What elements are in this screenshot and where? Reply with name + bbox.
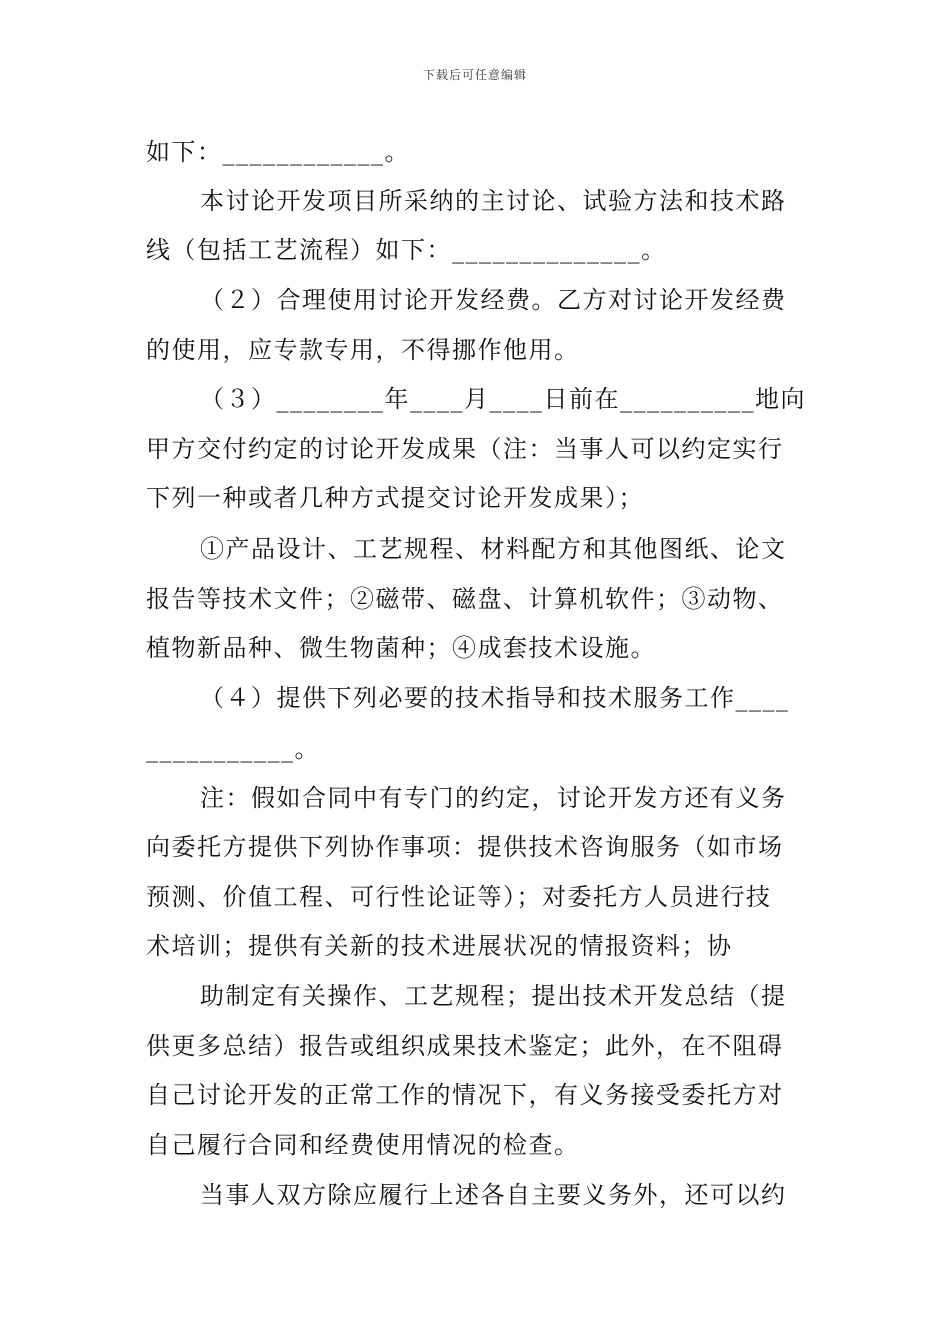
body-line-4: （２）合理使用讨论开发经费。乙方对讨论开发经费 <box>200 286 787 314</box>
body-line-19: 供更多总结）报告或组织成果技术鉴定；此外，在不阻碍 <box>146 1032 784 1060</box>
body-line-8: 下列一种或者几种方式提交讨论开发成果）； <box>146 484 644 512</box>
body-line-13: ___________。 <box>146 735 320 763</box>
body-line-9: ①产品设计、工艺规程、材料配方和其他图纸、论文 <box>200 535 787 563</box>
body-line-6: （３）________年____月____日前在__________地向 <box>200 385 806 413</box>
body-line-21: 自己履行合同和经费使用情况的检查。 <box>146 1131 580 1159</box>
page-header: 下载后可任意编辑 <box>422 68 527 82</box>
body-line-14: 注：假如合同中有专门的约定，讨论开发方还有义务 <box>200 784 787 812</box>
body-line-10: 报告等技术文件；②磁带、磁盘、计算机软件；③动物、 <box>146 585 784 613</box>
body-line-22: 当事人双方除应履行上述各自主要义务外，还可以约 <box>200 1181 787 1209</box>
body-line-5: 的使用，应专款专用，不得挪作他用。 <box>146 336 580 364</box>
body-line-2: 本讨论开发项目所采纳的主讨论、试验方法和技术路 <box>200 187 787 215</box>
body-line-1: 如下：____________。 <box>146 138 410 166</box>
body-line-20: 自己讨论开发的正常工作的情况下，有义务接受委托方对 <box>146 1081 784 1109</box>
body-line-18: 助制定有关操作、工艺规程；提出技术开发总结（提 <box>200 982 787 1010</box>
body-line-3: 线（包括工艺流程）如下：______________。 <box>146 236 667 264</box>
body-line-12: （４）提供下列必要的技术指导和技术服务工作____ <box>200 684 790 712</box>
body-line-17: 术培训；提供有关新的技术进展状况的情报资料；协 <box>146 932 733 960</box>
body-line-7: 甲方交付约定的讨论开发成果（注：当事人可以约定实行 <box>146 435 784 463</box>
body-line-15: 向委托方提供下列协作事项：提供技术咨询服务（如市场 <box>146 833 784 861</box>
body-line-11: 植物新品种、微生物菌种；④成套技术设施。 <box>146 634 656 662</box>
body-line-16: 预测、价值工程、可行性论证等）；对委托方人员进行技 <box>146 883 772 911</box>
